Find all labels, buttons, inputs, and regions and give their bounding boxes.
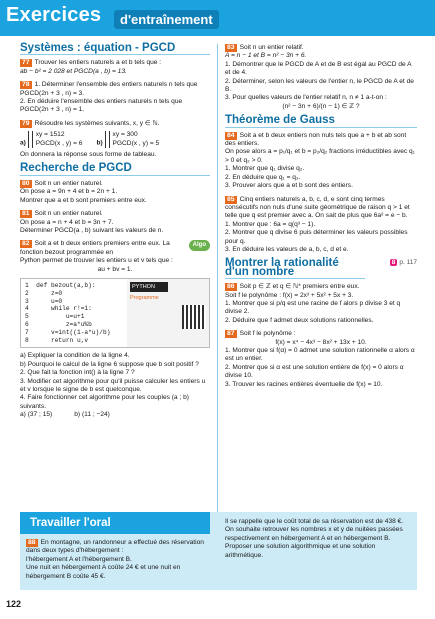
exercise-text: Soit a et b deux entiers non nuls tels que a + b et ab sont des entiers.	[225, 131, 407, 148]
exercise-text: Il se rappelle que le coût total de sa réservation est de 438 €. On souhaite retrouver les nombres x et y de nuitées passées respectivement en hébergement A et en hébergement B. Proposer une solution algorithmique et une solution arithmétique.	[225, 518, 404, 559]
exercise-text: 1. Montrer que : 6a = q(q³ − 1).	[225, 220, 316, 228]
qr-code-icon	[182, 305, 206, 329]
system-line: PGCD(x , y) = 5	[109, 140, 160, 148]
exercise-text: 3. En déduire les valeurs de a, b, c, d et e.	[225, 245, 349, 253]
exercise-text: 2. Montrer que si α est une solution entière de f(x) = 0 alors α divise 10.	[225, 363, 404, 380]
exercise-text: 2. En déduire que q₁ = q₂.	[225, 173, 301, 181]
exercise-text: Soit f le polynôme : f(x) = 2x³ + 5x² + 5x + 3.	[225, 291, 354, 299]
exercise-number: 80	[22, 179, 30, 187]
exercise-text: On pose a = 9n + 4 et b = 2n + 1.	[20, 188, 118, 196]
header-banner	[0, 0, 435, 36]
question: b) (11 ; −24)	[74, 411, 110, 419]
exercise-84	[225, 132, 417, 191]
exercise-number: 88	[28, 539, 36, 546]
exercise-text: On pose alors a = p₁/q₁ et b = p₂/q₂ fractions irréductibles avec q₁ > 0 et q₂ > 0.	[225, 148, 415, 164]
oral-title: Travailler l'oral	[20, 512, 210, 534]
exercise-83	[225, 44, 417, 111]
page-subtitle: d'entraînement	[114, 10, 219, 29]
exercise-number: 79	[22, 119, 30, 127]
section-title-rationalite: Montrer la rationalité d'un nombre	[225, 259, 365, 279]
section-title-pgcd: Recherche de PGCD	[20, 164, 210, 175]
exercise-text: En montagne, un randonneur a effectué des réservation dans deux types d'hébergement :	[26, 539, 204, 555]
exercise-text: Soit f le polynôme :	[239, 330, 296, 338]
exercise-text: f(x) = x⁴ − 4x³ − 8x² + 13x + 10.	[275, 338, 367, 346]
exercise-text: 1. Montrer que si f(α) = 0 admet une solution rationnelle α alors α est un entier.	[225, 347, 415, 363]
exercise-number: 82	[22, 240, 30, 248]
exercise-number: 84	[227, 131, 235, 139]
page-ref-text: p. 117	[399, 259, 417, 267]
exercise-text: 2. En déduire l'ensemble des entiers naturels n tels que PGCD(2n + 3 , n) = 1.	[20, 98, 183, 114]
exercise-text: Trouver les entiers naturels a et b tels que :	[34, 59, 162, 67]
exercise-text: A = n − 1 et B = n² − 3n + 6.	[225, 52, 307, 60]
exercise-number: 83	[227, 44, 235, 51]
exercise-text: 1. Démontrer que le PGCD de A et de B est égal au PGCD de A et de 4.	[225, 60, 412, 77]
exercise-text: au + bv = 1.	[97, 265, 133, 273]
exercise-text: Cinq entiers naturels a, b, c, d, e sont cinq termes consécutifs non nuls d'une suite géométrique de raison q > 1 et telle que q est premier avec a. On sait de plus que 6a² = e − b.	[225, 195, 410, 220]
program-link[interactable]: Programme	[130, 295, 159, 302]
page-title: Exercices	[6, 4, 102, 26]
question: a) (37 ; 15)	[20, 411, 53, 419]
section-title-systemes: Systèmes : équation - PGCD	[20, 44, 210, 55]
exercise-number: 87	[227, 330, 235, 338]
question: b) Pourquoi le calcul de la ligne 6 suppose que b soit positif ?	[20, 360, 199, 368]
exercise-text: 1. Montrer que si p/q est une racine de f alors p divise 3 et q divise 2.	[225, 299, 401, 316]
exercise-text: Soit p ∈ ℤ et q ∈ ℕ* premiers entre eux.	[239, 283, 360, 291]
exercise-text: 1. Montrer que q₁ divise q₂.	[225, 165, 305, 173]
exercise-text: 2. Montrer que q divise 6 puis déterminer les valeurs possibles pour q.	[225, 229, 408, 245]
exercise-80	[20, 180, 210, 205]
exercise-text: 3. Trouver les racines entières éventuelle de f(x) = 10.	[225, 380, 383, 388]
exercise-number: 81	[22, 210, 30, 218]
section-rationalite	[225, 259, 417, 279]
exercise-text: Déterminer PGCD(a , b) suivant les valeurs de n.	[20, 226, 164, 234]
exercise-text: Montrer que a et b sont premiers entre eux.	[20, 196, 147, 204]
question: 2. Que fait la fonction int() à la ligne 7 ?	[20, 369, 135, 377]
exercise-text: Une nuit en hébergement A coûte 24 € et une nuit en hébergement B coûte 45 €.	[26, 564, 181, 580]
section-title-gauss: Théorème de Gauss	[225, 116, 417, 127]
exercise-text: Soit n un entier naturel.	[34, 210, 103, 218]
page-number: 122	[6, 599, 22, 609]
exercise-text: 2. Déduire que f admet deux solutions rationnelles.	[225, 316, 374, 324]
exercise-text: (n² − 3n + 6)/(n − 1) ∈ ℤ ?	[282, 102, 360, 110]
exercise-text: On donnera la réponse sous forme de tableau.	[20, 151, 157, 159]
exercise-text: 2. Déterminer, selon les valeurs de l'entier n, le PGCD de A et de B.	[225, 77, 414, 94]
exercise-77	[20, 59, 210, 76]
code-side	[127, 279, 209, 347]
exercise-85	[225, 196, 417, 255]
oral-left	[26, 539, 212, 581]
exercise-text: Résoudre les systèmes suivants, x, y ∈ ℕ.	[34, 119, 160, 127]
exercise-text: l'hébergement A et l'hébergement B.	[26, 555, 132, 563]
oral-section	[20, 512, 417, 590]
exercise-text: 3. Pour quelles valeurs de l'entier relatif n, n ≠ 1 a-t-on :	[225, 94, 387, 102]
exercise-text: 3. Prouver alors que a et b sont des entiers.	[225, 182, 353, 190]
exercise-text: Python permet de trouver les entiers u et v tels que :	[20, 257, 173, 265]
exercise-78	[20, 81, 210, 115]
exercise-number: 77	[22, 59, 30, 67]
exercise-86	[225, 283, 417, 325]
left-column	[20, 44, 210, 425]
exercise-81	[20, 210, 210, 235]
exercise-text: Soit n un entier relatif.	[239, 44, 304, 51]
exercise-text: Soit n un entier naturel.	[34, 179, 103, 187]
system-line: PGCD(x , y) = 6	[32, 140, 83, 148]
python-tag: PYTHON	[130, 282, 168, 292]
exercise-equation: ab − b² = 2 028 et PGCD(a , b) = 13.	[20, 67, 127, 75]
exercise-79	[20, 120, 210, 160]
systems: a) xy = 1512 PGCD(x , y) = 6 b) xy = 300 PGCD(x , y) = 5	[20, 131, 160, 147]
system-line: xy = 1512	[32, 131, 65, 139]
oral-right	[225, 518, 413, 560]
exercise-number: 86	[227, 283, 235, 291]
algo-badge: Algo	[189, 240, 210, 250]
exercise-number: 85	[227, 195, 235, 203]
question: a) Expliquer la condition de la ligne 4.	[20, 352, 130, 360]
exercise-82	[20, 240, 210, 419]
column-divider	[217, 44, 218, 519]
exercise-87	[225, 330, 417, 389]
exercise-text: 1. Déterminer l'ensemble des entiers naturels n tels que PGCD(2n + 3 , n) = 3.	[20, 81, 198, 97]
exercise-number: 78	[22, 81, 30, 89]
exercise-text: On pose a = n + 4 et b = 3n + 7.	[20, 218, 114, 226]
question: 4. Faire fonctionner cet algorithme pour les couples (a ; b) suivants.	[20, 394, 189, 410]
page-reference[interactable]	[390, 259, 417, 267]
question: 3. Modifier cet algorithme pour qu'il puisse calculer les entiers u et v lorsque le signe de b est quelconque.	[20, 377, 206, 393]
right-column	[225, 44, 417, 394]
badge-number: 8	[391, 259, 396, 267]
python-code: 1 def bezout(a,b): 2 z=0 3 u=0 4 while r!=1: 5 u=u+1 6 z=a*u%b 7 v=int((1-a*u)/b) 8 return u,v	[25, 281, 111, 344]
code-box	[20, 278, 210, 348]
exercise-text: Soit a et b deux entiers premiers entre eux. La fonction bezout programmée en	[20, 240, 170, 256]
system-line: xy = 300	[109, 131, 138, 139]
